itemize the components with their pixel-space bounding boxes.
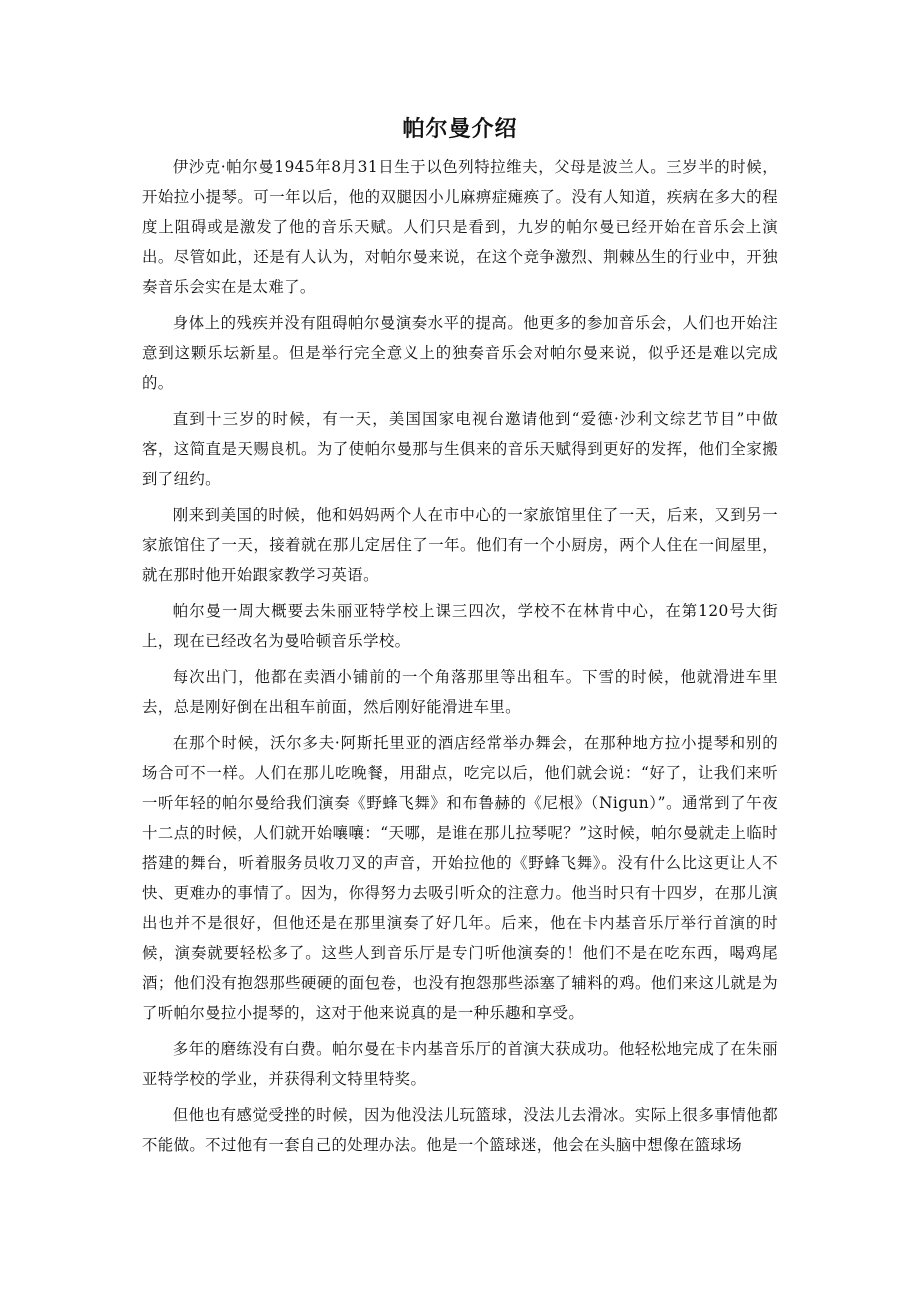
document-page <box>142 108 778 1160</box>
document-title: 帕尔曼介绍 <box>402 117 518 142</box>
paragraph-9: 但他也有感觉受挫的时候，因为他没法儿玩篮球，没法儿去滑冰。实际上很多事情他都不能做。不过他有一套自己的处理办法。他是一个篮球迷，他会在头脑中想像在篮球场 <box>142 1106 778 1154</box>
paragraph-1: 伊沙克·帕尔曼1945年8月31日生于以色列特拉维夫，父母是波兰人。三岁半的时候，开始拉小提琴。可一年以后，他的双腿因小儿麻痹症瘫痪了。没有人知道，疾病在多大的程度上阻碍或是激发了他的音乐天赋。人们只是看到，九岁的帕尔曼已经开始在音乐会上演出。尽管如此，还是有人认为，对帕尔曼来说，在这个竞争激烈、荆棘丛生的行业中，开独奏音乐会实在是太难了。 <box>142 158 778 296</box>
paragraph-6: 每次出门，他都在卖酒小铺前的一个角落那里等出租车。下雪的时候，他就滑进车里去，总是刚好倒在出租车前面，然后刚好能滑进车里。 <box>142 668 778 716</box>
paragraph-7: 在那个时候，沃尔多夫·阿斯托里亚的酒店经常举办舞会，在那种地方拉小提琴和别的场合可不一样。人们在那儿吃晚餐，用甜点，吃完以后，他们就会说：“好了，让我们来听一听年轻的帕尔曼给我们演奏《野蜂飞舞》和布鲁赫的《尼根》（Nigun）”。通常到了午夜十二点的时候，人们就开始嚷嚷：“天哪，是谁在那儿拉琴呢？”这时候，帕尔曼就走上临时搭建的舞台，听着服务员收刀叉的声音，开始拉他的《野蜂飞舞》。没有什么比这更让人不快、更难办的事情了。因为，你得努力去吸引听众的注意力。他当时只有十四岁，在那儿演出也并不是很好，但他还是在那里演奏了好几年。后来，他在卡内基音乐厅举行首演的时候，演奏就要轻松多了。这些人到音乐厅是专门听他演奏的！他们不是在吃东西，喝鸡尾酒；他们没有抱怨那些硬硬的面包卷，也没有抱怨那些添塞了辅料的鸡。他们来这儿就是为了听帕尔曼拉小提琴的，这对于他来说真的是一种乐趣和享受。 <box>142 734 778 1022</box>
paragraph-5: 帕尔曼一周大概要去朱丽亚特学校上课三四次，学校不在林肯中心，在第120号大街上，现在已经改名为曼哈顿音乐学校。 <box>142 602 778 650</box>
paragraph-8: 多年的磨练没有白费。帕尔曼在卡内基音乐厅的首演大获成功。他轻松地完成了在朱丽亚特学校的学业，并获得利文特里特奖。 <box>142 1040 778 1088</box>
paragraph-3: 直到十三岁的时候，有一天，美国国家电视台邀请他到“爱德·沙利文综艺节目”中做客，这简直是天赐良机。为了使帕尔曼那与生俱来的音乐天赋得到更好的发挥，他们全家搬到了纽约。 <box>142 410 778 488</box>
paragraph-4: 刚来到美国的时候，他和妈妈两个人在市中心的一家旅馆里住了一天，后来，又到另一家旅馆住了一天，接着就在那儿定居住了一年。他们有一个小厨房，两个人住在一间屋里，就在那时他开始跟家教学习英语。 <box>142 506 778 584</box>
paragraph-2: 身体上的残疾并没有阻碍帕尔曼演奏水平的提高。他更多的参加音乐会，人们也开始注意到这颗乐坛新星。但是举行完全意义上的独奏音乐会对帕尔曼来说，似乎还是难以完成的。 <box>142 314 778 392</box>
